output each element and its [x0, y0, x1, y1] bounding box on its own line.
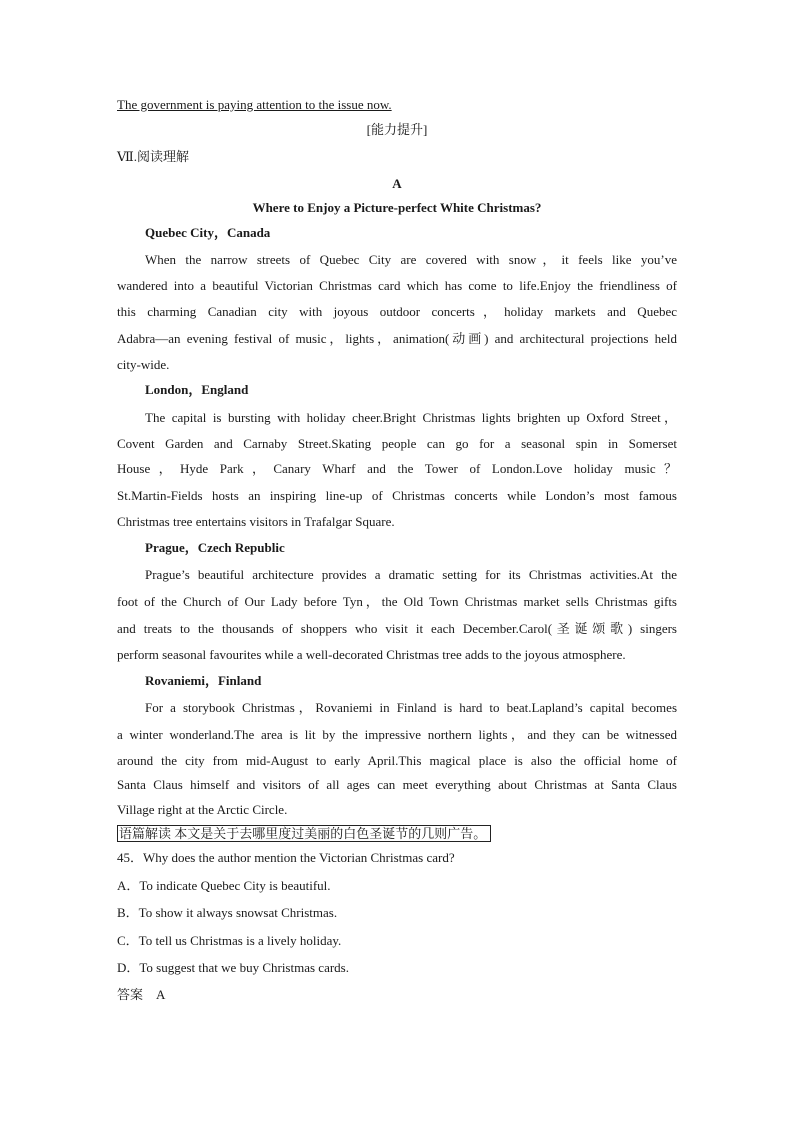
- prague-line: Prague’s beautiful architecture provides a dramatic setting for its Christmas activities.At the: [145, 567, 677, 582]
- london-line: The capital is bursting with holiday cheer.Bright Christmas lights brighten up Oxford Street，: [145, 410, 677, 425]
- option-c: C．To tell us Christmas is a lively holiday.: [117, 933, 342, 948]
- prague-line: perform seasonal favourites while a well-decorated Christmas tree adds to the joyous atmosphere.: [117, 647, 626, 662]
- option-a: A．To indicate Quebec City is beautiful.: [117, 878, 331, 893]
- rovaniemi-line: around the city from mid-August to early April.This magical place is also the official home of: [117, 753, 677, 768]
- rovaniemi-line: Village right at the Arctic Circle.: [117, 802, 288, 817]
- heading-rovaniemi: Rovaniemi，Finland: [145, 673, 262, 688]
- quebec-line: city-wide.: [117, 357, 170, 372]
- rovaniemi-line: For a storybook Christmas，Rovaniemi in Finland is hard to beat.Lapland’s capital becomes: [145, 700, 677, 715]
- rovaniemi-line: a winter wonderland.The area is lit by the impressive northern lights，and they can be witnessed: [117, 727, 677, 742]
- passage-title: Where to Enjoy a Picture-perfect White Christmas?: [252, 200, 542, 215]
- london-line: St.Martin-Fields hosts an inspiring line-up of Christmas concerts while London’s most famous: [117, 488, 677, 503]
- london-line: Covent Garden and Carnaby Street.Skating people can go for a seasonal spin in Somerset: [117, 436, 677, 451]
- prague-line: foot of the Church of Our Lady before Tyn，the Old Town Christmas market sells Christmas gifts: [117, 594, 677, 609]
- option-b: B．To show it always snowsat Christmas.: [117, 905, 338, 920]
- section-label: [能力提升]: [366, 122, 428, 137]
- heading-london: London，England: [145, 382, 249, 397]
- quebec-line: this charming Canadian city with joyous outdoor concerts，holiday markets and Quebec: [117, 304, 678, 319]
- option-d: D．To suggest that we buy Christmas cards.: [117, 960, 349, 975]
- rovaniemi-line: Santa Claus himself and visitors of all ages can meet everything about Christmas at Santa Claus: [117, 777, 677, 792]
- heading-quebec: Quebec City，Canada: [145, 225, 271, 240]
- prior-answer-sentence: The government is paying attention to the issue now.: [117, 97, 392, 112]
- question-stem: 45．Why does the author mention the Victorian Christmas card?: [117, 850, 455, 865]
- heading-prague: Prague，Czech Republic: [145, 540, 285, 555]
- prague-line: and treats to the thousands of shoppers who visit it each December.Carol(圣诞颂歌) singers: [117, 621, 677, 636]
- london-line: House，Hyde Park，Canary Wharf and the Tower of London.Love holiday music？: [117, 461, 677, 476]
- answer: 答案 A: [117, 987, 166, 1002]
- quebec-line: When the narrow streets of Quebec City are covered with snow，it feels like you’ve: [145, 252, 677, 267]
- quebec-line: Adabra—an evening festival of music，lights，animation(动画) and architectural projections held: [117, 331, 677, 346]
- analysis-note: 语篇解读 本文是关于去哪里度过美丽的白色圣诞节的几则广告。: [117, 825, 491, 842]
- part-label: Ⅶ.阅读理解: [117, 149, 190, 164]
- london-line: Christmas tree entertains visitors in Trafalgar Square.: [117, 514, 395, 529]
- analysis-note-row: [117, 825, 677, 843]
- passage-letter: A: [392, 176, 402, 191]
- quebec-line: wandered into a beautiful Victorian Christmas card which has come to life.Enjoy the friendliness of: [117, 278, 677, 293]
